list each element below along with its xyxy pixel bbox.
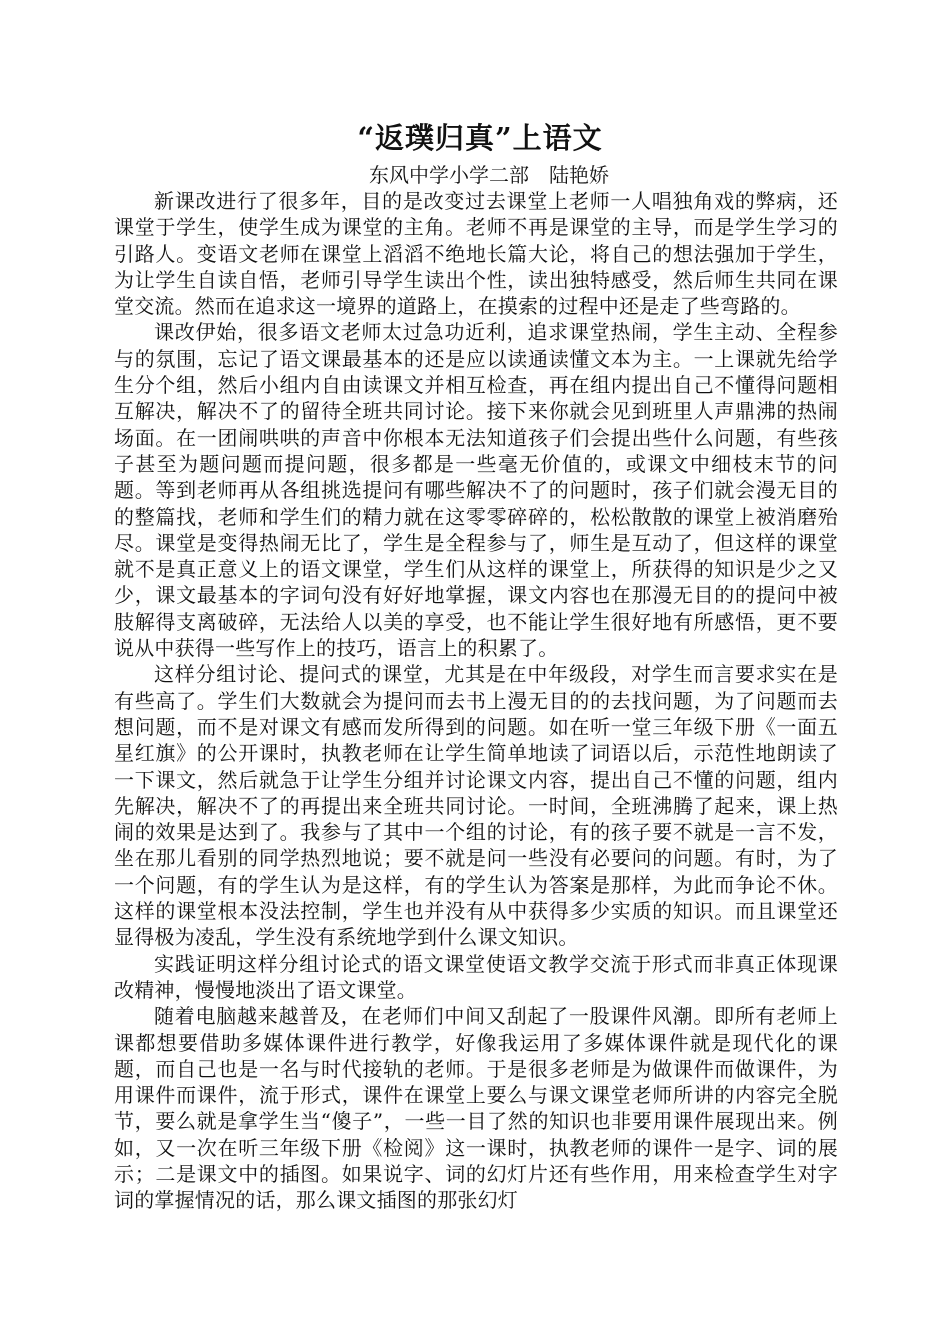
document-title: “返璞归真”上语文 [357, 121, 603, 155]
author-byline [114, 162, 838, 188]
paragraph-4: 实践证明这样分组讨论式的语文课堂使语文教学交流于形式而非真正体现课改精神，慢慢地淡出了语文课堂。 [114, 951, 838, 1002]
paragraph-1: 新课改进行了很多年，目的是改变过去课堂上老师一人唱独角戏的弊病，还课堂于学生，使学生成为课堂的主角。老师不再是课堂的主导，而是学生学习的引路人。变语文老师在课堂上滔滔不绝地长篇大论，将自己的想法强加于学生，为让学生自读自悟，老师引导学生读出个性，读出独特感受，然后师生共同在课堂交流。然而在追求这一境界的道路上，在摸索的过程中还是走了些弯路的。 [114, 189, 838, 319]
author-name: 陆艳娇 [549, 163, 609, 187]
document-page [114, 118, 838, 1214]
paragraph-3: 这样分组讨论、提问式的课堂，尤其是在中年级段，对学生而言要求实在是有些高了。学生们大数就会为提问而去书上漫无目的的去找问题，为了问题而去想问题，而不是对课文有感而发所得到的问题。如在听一堂三年级下册《一面五星红旗》的公开课时，执教老师在让学生简单地读了词语以后，示范性地朗读了一下课文，然后就急于让学生分组并讨论课文内容，提出自己不懂的问题，组内先解决，解决不了的再提出来全班共同讨论。一时间，全班沸腾了起来，课上热闹的效果是达到了。我参与了其中一个组的讨论，有的孩子要不就是一言不发，坐在那儿看别的同学热烈地说；要不就是问一些没有必要问的问题。有时，为了一个问题，有的学生认为是这样，有的学生认为答案是那样，为此而争论不休。这样的课堂根本没法控制，学生也并没有从中获得多少实质的知识。而且课堂还显得极为凌乱，学生没有系统地学到什么课文知识。 [114, 662, 838, 950]
school-name: 东风中学小学二部 [369, 163, 529, 187]
paragraph-2: 课改伊始，很多语文老师太过急功近利，追求课堂热闹，学生主动、全程参与的氛围，忘记了语文课最基本的还是应以读通读懂文本为主。一上课就先给学生分个组，然后小组内自由读课文并相互检查，再在组内提出自己不懂得问题相互解决，解决不了的留待全班共同讨论。接下来你就会见到班里人声鼎沸的热闹场面。在一团闹哄哄的声音中你根本无法知道孩子们会提出些什么问题，有些孩子甚至为题问题而提问题，很多都是一些毫无价值的，或课文中细枝末节的问题。等到老师再从各组挑选提问有哪些解决不了的问题时，孩子们就会漫无目的的整篇找，老师和学生们的精力就在这零零碎碎的，松松散散的课堂上被消磨殆尽。课堂是变得热闹无比了，学生是全程参与了，师生是互动了，但这样的课堂就不是真正意义上的语文课堂，学生们从这样的课堂上，所获得的知识是少之又少，课文最基本的字词句没有好好地掌握，课文内容也在那漫无目的的提问中被肢解得支离破碎，无法给人以美的享受，也不能让学生很好地有所感悟，更不要说从中获得一些写作上的技巧，语言上的积累了。 [114, 320, 838, 661]
paragraph-5: 随着电脑越来越普及，在老师们中间又刮起了一股课件风潮。即所有老师上课都想要借助多媒体课件进行教学，好像我运用了多媒体课件就是现代化的课题，而自己也是一名与时代接轨的老师。于是很多老师是为做课件而做课件，为用课件而课件，流于形式，课件在课堂上要么与课文课堂老师所讲的内容完全脱节，要么就是拿学生当“傻子”，一些一目了然的知识也非要用课件展现出来。例如，又一次在听三年级下册《检阅》这一课时，执教老师的课件一是字、词的展示；二是课文中的插图。如果说字、词的幻灯片还有些作用，用来检查学生对字词的掌握情况的话，那么课文插图的那张幻灯 [114, 1004, 838, 1213]
